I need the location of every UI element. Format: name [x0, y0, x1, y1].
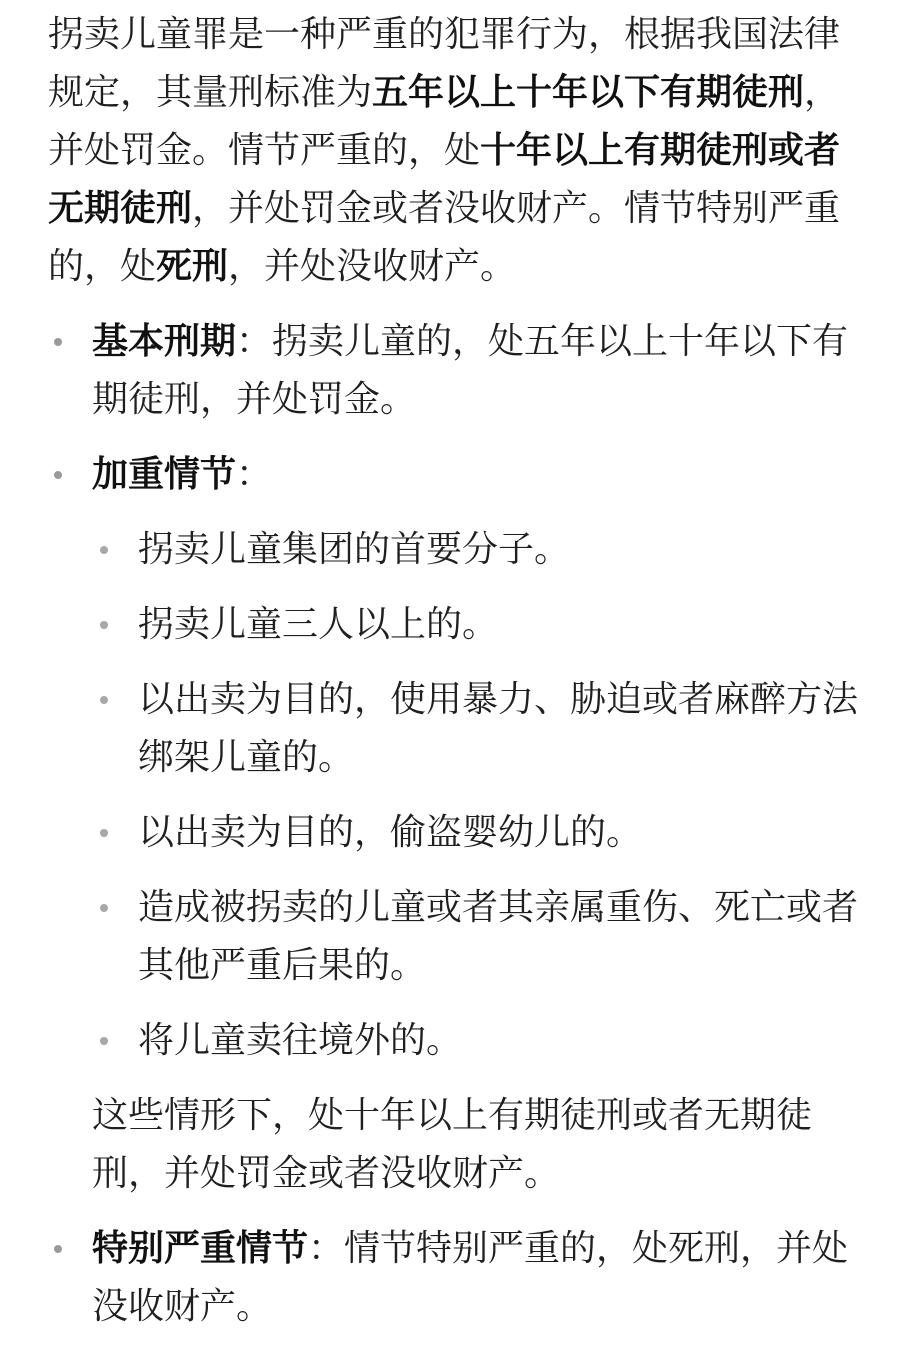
- penalty-list: [48, 313, 868, 1336]
- list-item-text: 以出卖为目的，偷盗婴幼儿的。: [138, 812, 643, 853]
- intro-text-2: ，并处罚金。情节严重的，处: [48, 72, 841, 171]
- intro-bold-1: 五年以上十年以下有期徒刑: [372, 72, 805, 113]
- bullet-dot-icon: [54, 1245, 62, 1253]
- bullet-dot-icon: [100, 621, 108, 629]
- list-item: [92, 804, 868, 862]
- bullet-dot-icon: [54, 338, 62, 346]
- aggravating-item: [48, 446, 868, 1203]
- bullet-dot-icon: [100, 546, 108, 554]
- list-item: [92, 521, 868, 579]
- bullet-dot-icon: [100, 1037, 108, 1045]
- intro-bold-3: 死刑: [156, 246, 229, 287]
- bullet-dot-icon: [100, 829, 108, 837]
- list-item-text: 拐卖儿童集团的首要分子。: [138, 529, 571, 570]
- list-item-text: 以出卖为目的，使用暴力、胁迫或者麻醉方法绑架儿童的。: [138, 679, 859, 778]
- bullet-dot-icon: [100, 904, 108, 912]
- aggravating-sub-list: [92, 521, 868, 1070]
- bullet-dot-icon: [100, 696, 108, 704]
- list-item: [92, 596, 868, 654]
- intro-text-3: ，并处罚金或者没收财产。情节特别严重的，处: [48, 188, 841, 287]
- article-content: [48, 6, 868, 1353]
- intro-paragraph: [48, 6, 868, 296]
- basic-penalty-item: [48, 313, 868, 429]
- list-item: [92, 1012, 868, 1070]
- aggravating-note: 这些情形下，处十年以上有期徒刑或者无期徒刑，并处罚金或者没收财产。: [92, 1095, 813, 1194]
- intro-text-4: ，并处没收财产。: [228, 246, 517, 287]
- basic-penalty-text: ：拐卖儿童的，处五年以上十年以下有期徒刑，并处罚金。: [92, 321, 849, 420]
- special-penalty-text: ：情节特别严重的，处死刑，并处没收财产。: [92, 1228, 849, 1327]
- list-item-text: 造成被拐卖的儿童或者其亲属重伤、死亡或者其他严重后果的。: [138, 887, 859, 986]
- bullet-dot-icon: [54, 471, 62, 479]
- list-item: [92, 879, 868, 995]
- intro-text-1: 拐卖儿童罪是一种严重的犯罪行为，根据我国法律规定，其量刑标准为: [48, 14, 841, 113]
- special-penalty-item: [48, 1220, 868, 1336]
- intro-bold-2: 十年以上有期徒刑或者无期徒刑: [48, 130, 841, 229]
- aggravating-colon: ：: [236, 454, 273, 495]
- list-item: [92, 671, 868, 787]
- basic-penalty-term: 基本刑期: [92, 321, 237, 362]
- aggravating-term: 加重情节: [92, 454, 237, 495]
- special-penalty-term: 特别严重情节: [92, 1228, 309, 1269]
- list-item-text: 拐卖儿童三人以上的。: [138, 604, 499, 645]
- list-item-text: 将儿童卖往境外的。: [138, 1020, 463, 1061]
